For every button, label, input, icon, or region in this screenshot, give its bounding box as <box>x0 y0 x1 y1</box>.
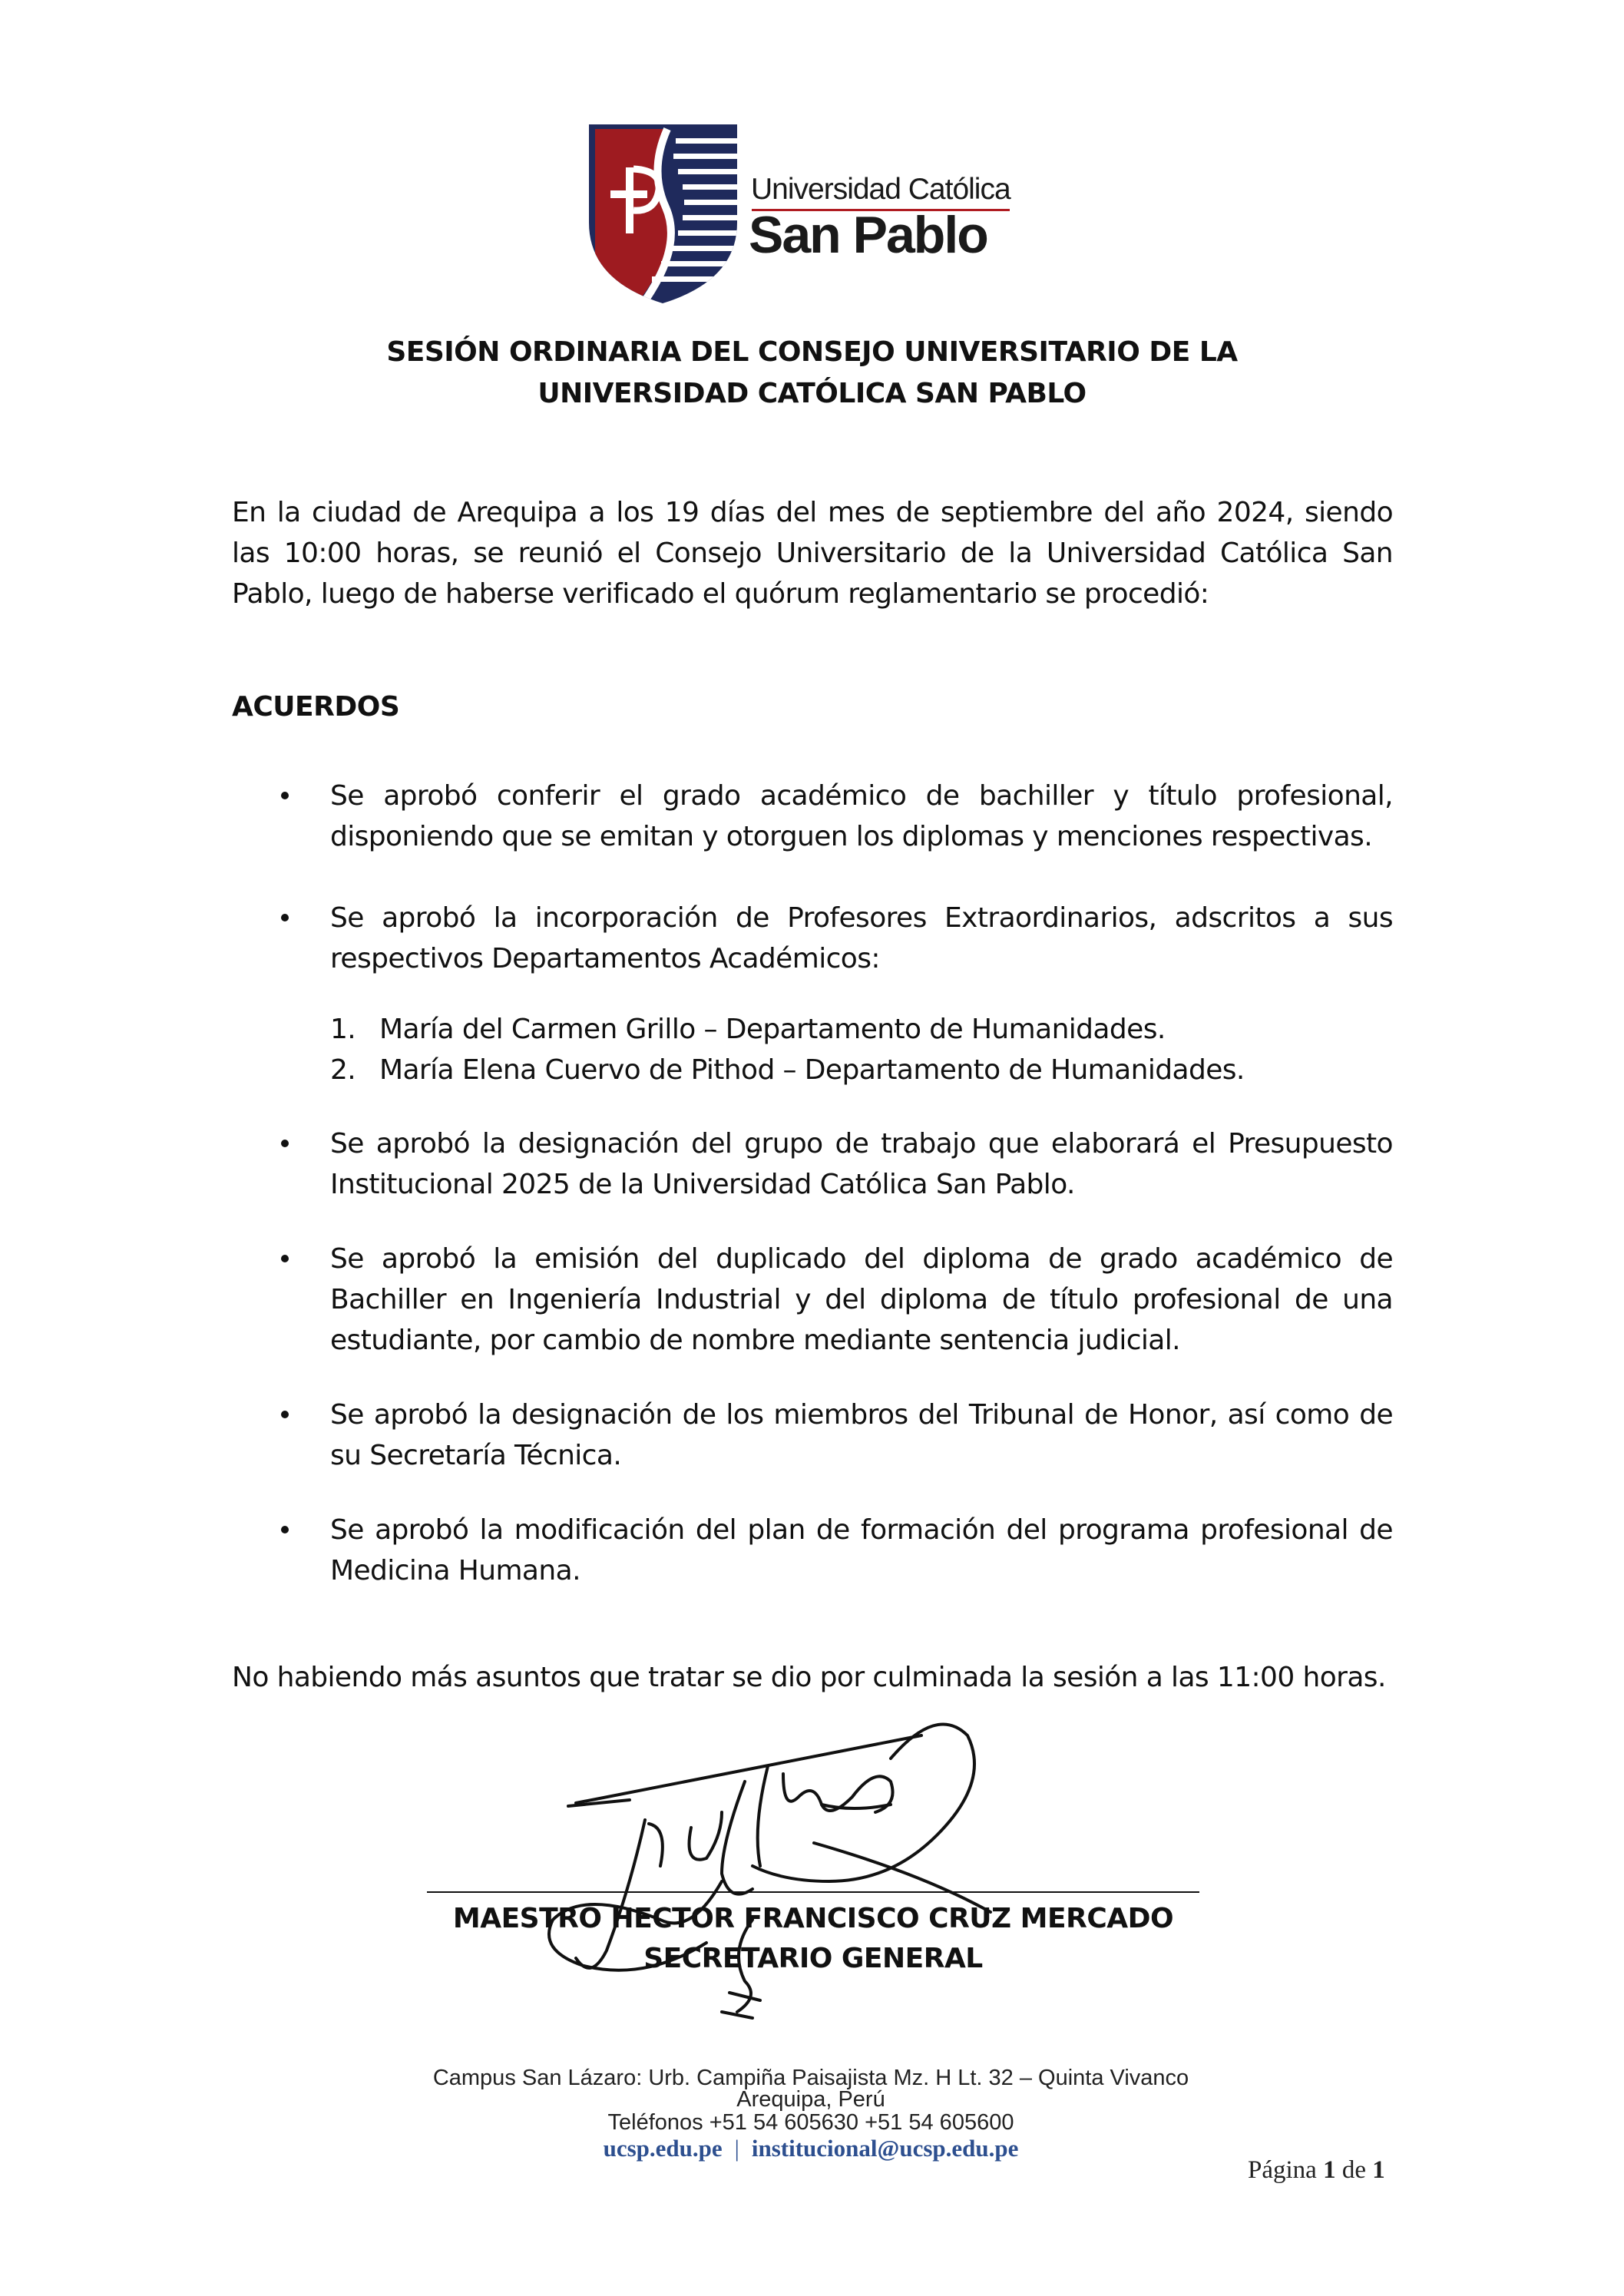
bullet-icon <box>281 1255 289 1262</box>
signer-role: SECRETARIO GENERAL <box>643 1943 983 1974</box>
document-title <box>230 332 1394 415</box>
footer-links <box>350 2135 1272 2162</box>
page-label: Página <box>1248 2156 1317 2184</box>
page-total: 1 <box>1372 2156 1385 2184</box>
bullet-icon <box>281 792 289 799</box>
bullet-icon <box>281 1140 289 1147</box>
bullet-icon <box>281 1411 289 1418</box>
title-line-2: UNIVERSIDAD CATÓLICA SAN PABLO <box>537 378 1087 409</box>
acuerdo-item-2: Se aprobó la incorporación de Profesores Extraordinarios, adscritos a sus respectivos Departamentos Académicos: <box>330 902 1393 974</box>
signature-line <box>427 1891 1199 1893</box>
signer-name: MAESTRO HECTOR FRANCISCO CRUZ MERCADO <box>452 1903 1174 1934</box>
title-line-1: SESIÓN ORDINARIA DEL CONSEJO UNIVERSITARIO DE LA <box>386 336 1238 368</box>
page-number <box>1248 2156 1385 2185</box>
logo-name-line2: San Pablo <box>749 206 987 264</box>
footer-address-line2: Arequipa, Perú <box>736 2087 885 2112</box>
sublist-number: 1. <box>330 1014 356 1045</box>
footer-address-line1: Campus San Lázaro: Urb. Campiña Paisajista Mz. H Lt. 32 – Quinta Vivanco <box>432 2066 1189 2090</box>
acuerdo-item-3: Se aprobó la designación del grupo de trabajo que elaborará el Presupuesto Institucional 2025 de la Universidad Católica San Pablo. <box>330 1128 1393 1200</box>
acuerdo-item-1: Se aprobó conferir el grado académico de bachiller y título profesional, disponiendo que se emitan y otorguen los diplomas y menciones respectivas. <box>330 780 1393 852</box>
sublist-item-1 <box>330 1009 1393 1050</box>
acuerdo-item-6: Se aprobó la modificación del plan de formación del programa profesional de Medicina Humana. <box>330 1514 1393 1586</box>
closing-paragraph: No habiendo más asuntos que tratar se dio por culminada la sesión a las 11:00 horas. <box>232 1662 1386 1693</box>
shield-logo-icon <box>587 123 741 307</box>
page-current: 1 <box>1323 2156 1336 2184</box>
footer-separator: | <box>734 2135 739 2162</box>
acuerdo-item-4: Se aprobó la emisión del duplicado del diploma de grado académico de Bachiller en Ingeniería Industrial y del diploma de título profesional de una estudiante, por cambio de nombre mediante sentencia judicial. <box>330 1243 1393 1356</box>
bullet-icon <box>281 1526 289 1533</box>
bullet-icon <box>281 914 289 921</box>
sublist-item-2 <box>330 1050 1393 1090</box>
acuerdos-heading: ACUERDOS <box>232 691 400 723</box>
sublist-text: María Elena Cuervo de Pithod – Departamento de Humanidades. <box>379 1054 1245 1086</box>
website-link[interactable]: ucsp.edu.pe <box>603 2135 723 2162</box>
sublist-text: María del Carmen Grillo – Departamento de Humanidades. <box>379 1014 1166 1045</box>
sublist-number: 2. <box>330 1054 356 1086</box>
intro-paragraph: En la ciudad de Arequipa a los 19 días del mes de septiembre del año 2024, siendo las 10:00 horas, se reunió el Consejo Universitario de la Universidad Católica San Pablo, luego de haberse verificado el quórum reglamentario se procedió: <box>232 497 1393 610</box>
acuerdo-item-5: Se aprobó la designación de los miembros del Tribunal de Honor, así como de su Secretaría Técnica. <box>330 1399 1393 1471</box>
footer-phones: Teléfonos +51 54 605630 +51 54 605600 <box>607 2110 1014 2135</box>
email-link[interactable]: institucional@ucsp.edu.pe <box>751 2135 1019 2162</box>
university-logo <box>587 123 1017 307</box>
page-of: de <box>1341 2156 1366 2184</box>
handwritten-signature <box>491 1689 998 2027</box>
logo-name-line1: Universidad Católica <box>751 173 1010 206</box>
